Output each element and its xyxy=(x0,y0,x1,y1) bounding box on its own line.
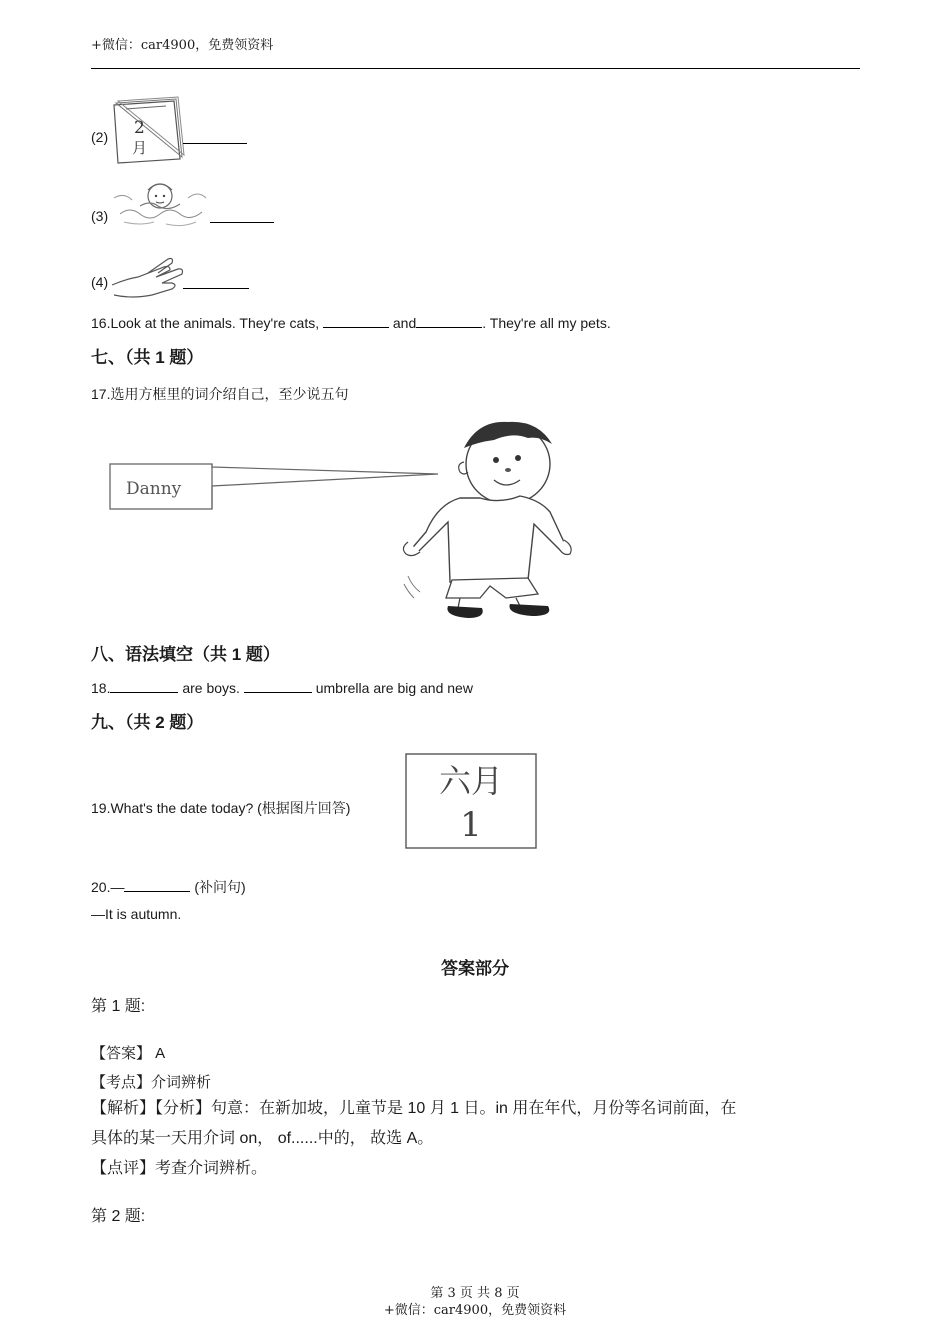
q20-post: (补问句) xyxy=(194,879,246,895)
calendar-month-char: 月 xyxy=(132,139,148,157)
q20-blank[interactable] xyxy=(124,879,190,892)
answer-value: 【答案】 A xyxy=(91,1045,166,1062)
june-calendar-image xyxy=(404,752,538,850)
answer-analysis-line-2: 具体的某一天用介词 on， of......中的， 故选 A。 xyxy=(91,1130,434,1147)
q16-pre: 16.Look at the animals. They're cats, xyxy=(91,315,320,331)
june-calendar-day: 1 xyxy=(460,805,482,845)
answer-q2-label: 第 2 题: xyxy=(91,1208,146,1225)
q16-mid: and xyxy=(392,315,417,331)
calendar-month-num: 2 xyxy=(134,118,145,138)
hand-image xyxy=(108,255,186,301)
footer-page-number: 第 3 页 共 8 页 xyxy=(430,1286,520,1301)
answer-comment: 【点评】考查介词辨析。 xyxy=(91,1160,268,1177)
q18-blank-1[interactable] xyxy=(110,680,178,693)
q19-text: 19.What's the date today? (根据图片回答) xyxy=(91,800,351,816)
q20-reply: —It is autumn. xyxy=(91,906,182,922)
june-calendar-month: 六月 xyxy=(438,762,504,800)
q4-number: (4) xyxy=(91,274,109,290)
q16-post: . They're all my pets. xyxy=(482,315,611,331)
q3-number: (3) xyxy=(91,208,109,224)
q17-text: 17.选用方框里的词介绍自己，至少说五句 xyxy=(91,386,349,402)
answer-point: 【考点】介词辨析 xyxy=(91,1074,212,1091)
q16-blank-1[interactable] xyxy=(323,315,389,328)
calendar-feb-image xyxy=(106,97,184,169)
q18-blank-2[interactable] xyxy=(244,680,312,693)
header-text: +微信：car4900，免费领资料 xyxy=(91,38,274,53)
answers-title: 答案部分 xyxy=(441,959,509,978)
section-8-heading: 八、语法填空（共 1 题） xyxy=(91,645,280,664)
header-rule xyxy=(91,68,860,69)
q20-text xyxy=(91,877,246,897)
q18-text xyxy=(91,680,473,696)
danny-figure xyxy=(108,412,590,618)
answer-q1-label: 第 1 题: xyxy=(91,998,146,1015)
answer-analysis-line-1: 【解析】【分析】句意：在新加坡，儿童节是 10 月 1 日。in 用在年代，月份等名词前面，在 xyxy=(91,1100,737,1117)
q18-mid: are boys. xyxy=(182,680,240,696)
q3-answer-blank[interactable] xyxy=(210,210,274,223)
q2-number: (2) xyxy=(91,129,109,145)
footer-wechat: +微信：car4900，免费领资料 xyxy=(383,1303,567,1318)
section-7-heading: 七、（共 1 题） xyxy=(91,348,204,367)
danny-label: Danny xyxy=(126,479,182,499)
q20-pre: 20.— xyxy=(91,879,125,895)
section-9-heading: 九、（共 2 题） xyxy=(91,713,204,732)
q18-pre: 18. xyxy=(91,680,111,696)
q16-text xyxy=(91,315,611,331)
swimming-child-image xyxy=(110,176,210,230)
q4-answer-blank[interactable] xyxy=(183,276,249,289)
q18-post: umbrella are big and new xyxy=(315,680,473,696)
q2-answer-blank[interactable] xyxy=(183,131,247,144)
q16-blank-2[interactable] xyxy=(416,315,482,328)
